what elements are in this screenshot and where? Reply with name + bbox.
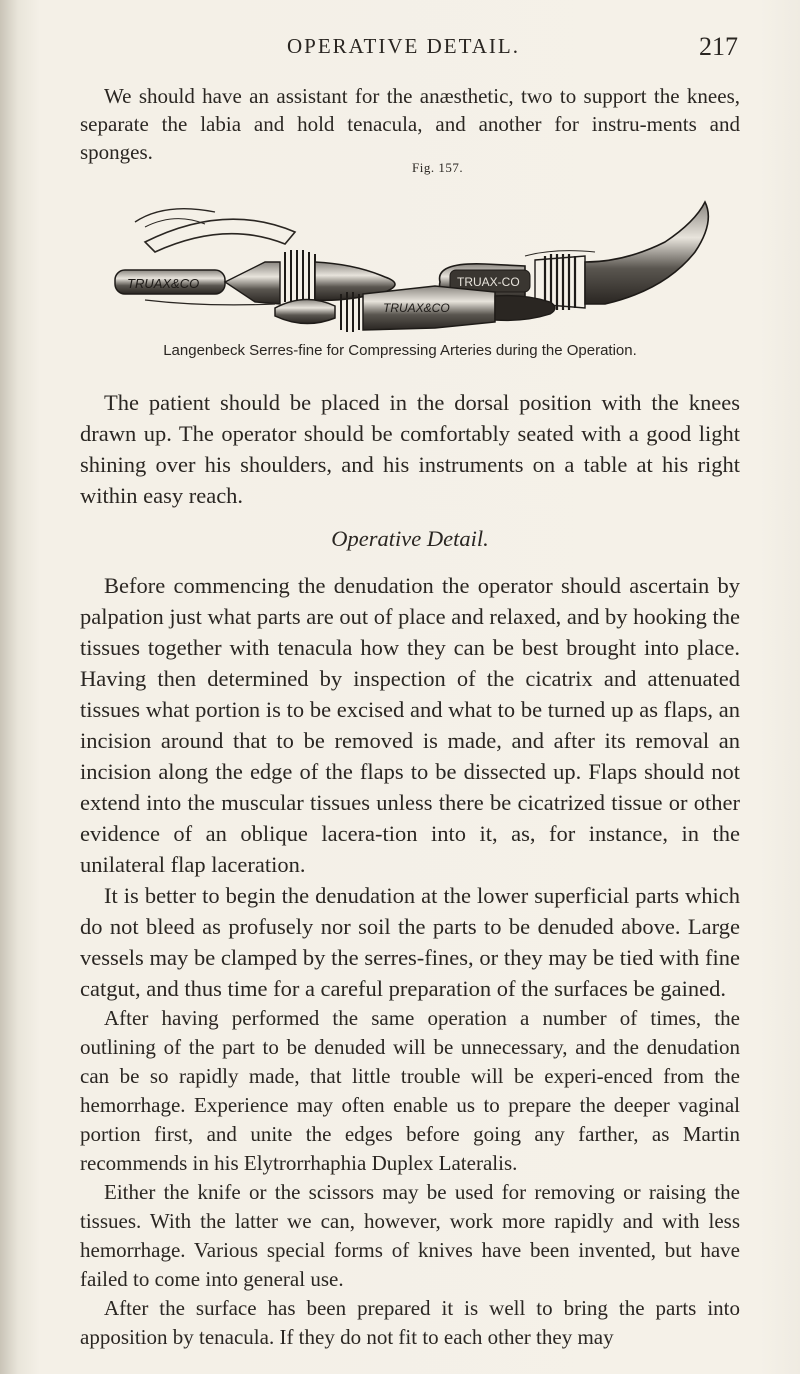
serres-fine-bottom — [275, 286, 555, 332]
figure-157 — [105, 182, 735, 342]
stamp-bottom: TRUAX&CO — [383, 301, 450, 315]
main-text — [80, 387, 740, 1352]
paragraph-lower-parts: It is better to begin the denudation at the lower superficial parts which do not bleed as profusely nor soil the parts to be denuded above. Large vessels may be clamped by the serres-fines, or they may be tied with fine catgut, and thus time for a careful preparation of the surfaces be gained. — [80, 883, 740, 1001]
serres-fine-bottom-illustration — [105, 272, 735, 342]
stamp-left: TRUAX&CO — [127, 276, 200, 291]
running-head: OPERATIVE DETAIL. — [287, 34, 520, 58]
figure-label: Fig. 157. — [412, 160, 464, 175]
stamp-right: TRUAX-CO — [457, 275, 520, 289]
section-heading: Operative Detail. — [331, 526, 489, 551]
figure-caption: Langenbeck Serres-fine for Compressing Arteries during the Operation. — [163, 342, 637, 359]
page-header — [0, 34, 800, 64]
paragraph-experience: After having performed the same operation a number of times, the outlining of the part to be denuded will be unnecessary, and the denudation can be so rapidly made, that little trouble will be experi-enced from the hemorrhage. Experience may often enable us to prepare the deeper vaginal portion first, and unite the edges before going any farther, as Martin recommends in his Elytrorrhaphia Duplex Lateralis. — [80, 1006, 740, 1175]
paragraph-patient-position: The patient should be placed in the dorsal position with the knees drawn up. The operator should be comfortably seated with a good light shining over his shoulders, and his instruments on a table at his right within easy reach. — [80, 390, 740, 508]
intro-paragraph: We should have an assistant for the anæsthetic, two to support the knees, separate the labia and hold tenacula, and another for instru-ments and sponges. — [80, 84, 740, 164]
page-number: 217 — [699, 32, 738, 61]
paragraph-denudation: Before commencing the denudation the operator should ascertain by palpation just what parts are out of place and relaxed, and by hooking the tissues together with tenacula how they can be best brought into place. Having then determined by inspection of the cicatrix and attenuated tissues what portion is to be excised and what to be turned up as flaps, an incision around that to be removed is made, and after its removal an incision along the edge of the flaps to be dissected up. Flaps should not extend into the muscular tissues unless there be cicatrized tissue or other evidence of an oblique lacera-tion into it, as, for instance, in the unilateral flap laceration. — [80, 573, 740, 877]
paragraph-apposition: After the surface has been prepared it is well to bring the parts into apposition by tenacula. If they do not fit to each other they may — [80, 1296, 740, 1349]
paragraph-knife-scissors: Either the knife or the scissors may be used for removing or raising the tissues. With the latter we can, however, work more rapidly and with less hemorrhage. Various special forms of knives have been invented, but have failed to come into general use. — [80, 1180, 740, 1291]
